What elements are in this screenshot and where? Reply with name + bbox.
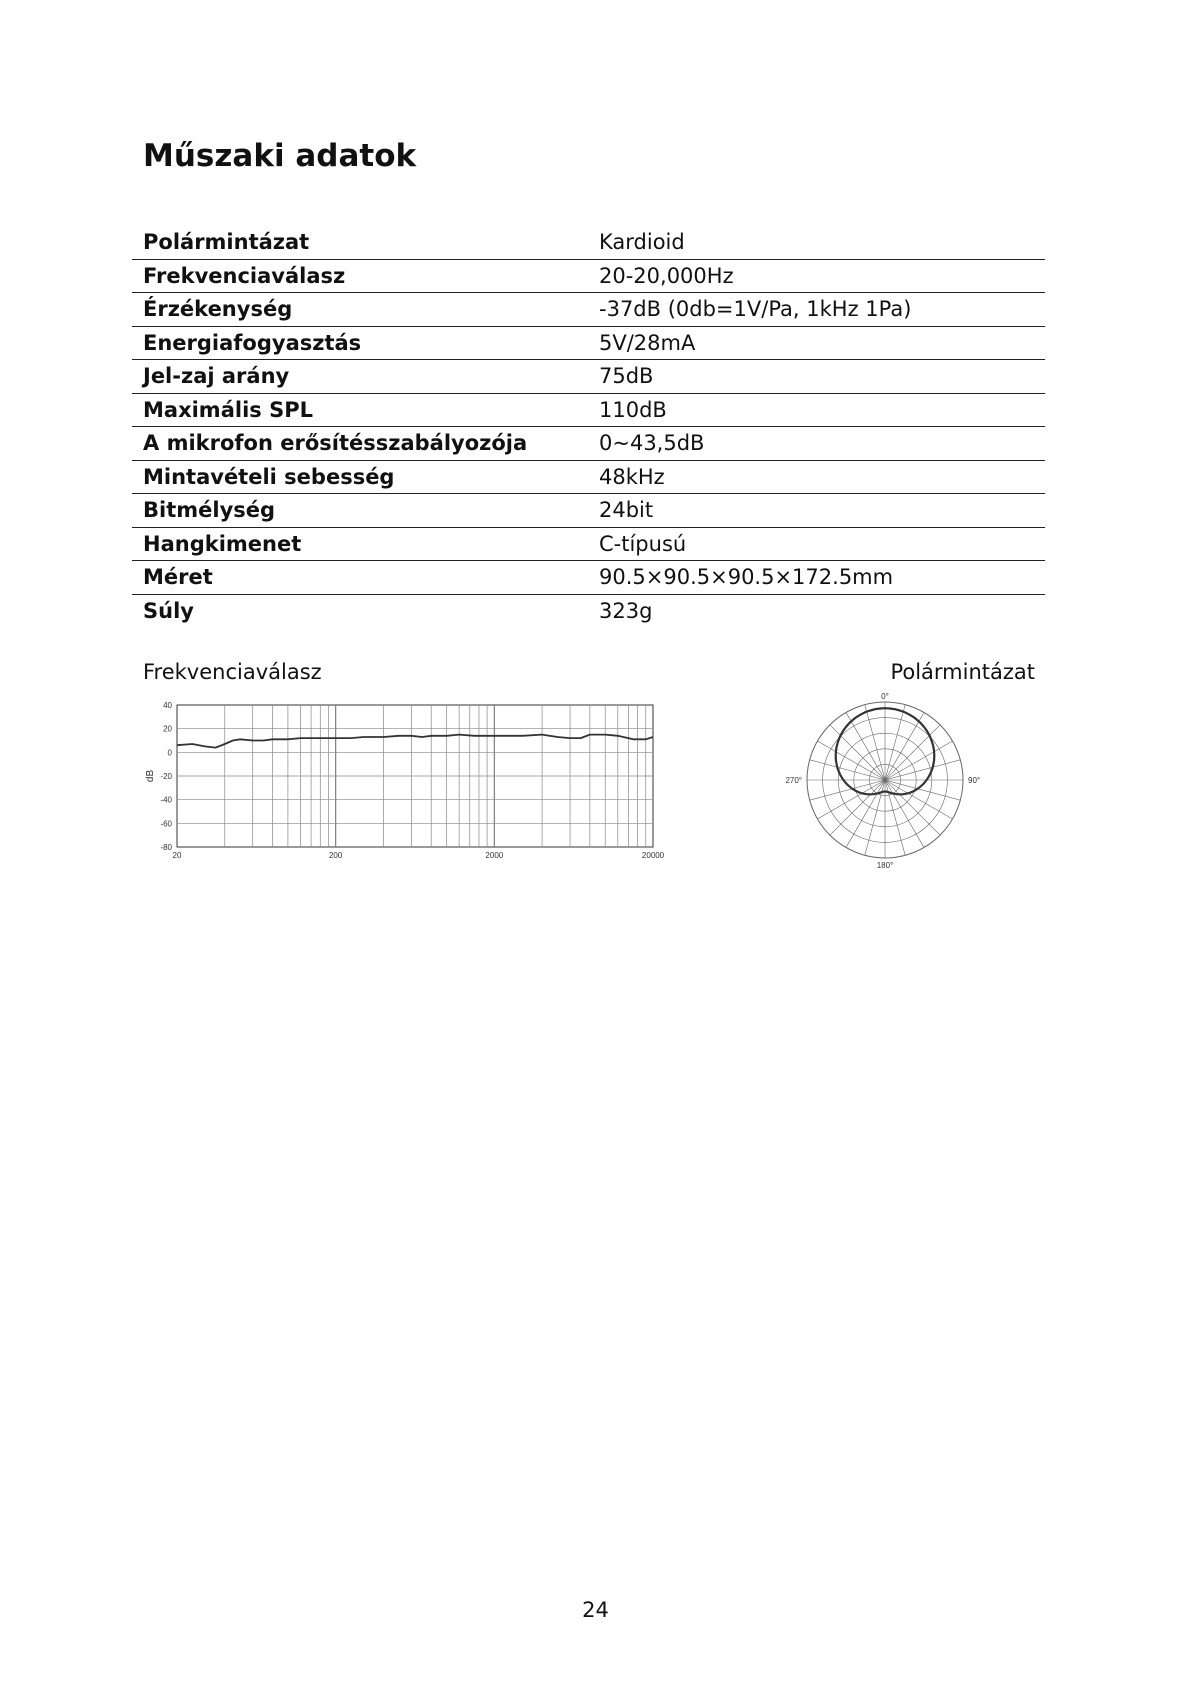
spec-label: Hangkimenet	[132, 527, 588, 561]
spec-label: Súly	[132, 594, 588, 627]
spec-row	[132, 561, 1045, 595]
y-tick-label: 20	[163, 724, 172, 734]
x-tick-label: 20000	[641, 851, 665, 860]
spec-row	[132, 594, 1045, 627]
polar-grid-spoke	[865, 705, 885, 780]
specs-table	[132, 226, 1045, 627]
spec-value: 20-20,000Hz	[588, 259, 1045, 293]
polar-grid-spoke	[885, 780, 924, 848]
spec-row	[132, 393, 1045, 427]
spec-label: Érzékenység	[132, 293, 588, 327]
polar-grid-spoke	[810, 760, 885, 780]
polar-angle-label: 270°	[785, 776, 802, 785]
x-tick-label: 2000	[485, 851, 504, 860]
spec-value: 24bit	[588, 494, 1045, 528]
y-tick-label: -20	[160, 772, 172, 781]
spec-label: Maximális SPL	[132, 393, 588, 427]
page-title: Műszaki adatok	[143, 138, 417, 174]
spec-row	[132, 427, 1045, 461]
polar-grid-spoke	[885, 705, 905, 780]
spec-value: 75dB	[588, 360, 1045, 394]
x-tick-label: 20	[172, 851, 182, 860]
spec-row	[132, 494, 1045, 528]
spec-label: Polármintázat	[143, 230, 310, 255]
polar-pattern-chart	[785, 690, 981, 870]
polar-grid-spoke	[817, 741, 885, 780]
polar-grid-spoke	[885, 780, 953, 819]
spec-value: C-típusú	[588, 527, 1045, 561]
polar-grid-spoke	[885, 780, 960, 800]
spec-value: 0~43,5dB	[588, 427, 1045, 461]
polar-grid-spoke	[885, 780, 940, 835]
y-tick-label: -60	[160, 819, 172, 829]
spec-label: Energiafogyasztás	[132, 326, 588, 360]
polar-grid-spoke	[885, 712, 924, 780]
page-number: 24	[582, 1598, 609, 1622]
spec-row	[132, 293, 1045, 327]
spec-row	[132, 460, 1045, 494]
spec-row	[132, 259, 1045, 293]
spec-value: -37dB (0db=1V/Pa, 1kHz 1Pa)	[588, 293, 1045, 327]
polar-angle-label: 0°	[881, 692, 889, 701]
spec-row	[132, 360, 1045, 394]
spec-label: Bitmélység	[132, 494, 588, 528]
polar-grid-spoke	[885, 760, 960, 780]
polar-grid-spoke	[817, 780, 885, 819]
polar-grid-spoke	[846, 780, 885, 848]
x-tick-label: 200	[328, 851, 343, 860]
polar-grid-spoke	[846, 712, 885, 780]
frequency-response-chart	[145, 700, 680, 860]
spec-label: Méret	[132, 561, 588, 595]
polar-angle-label: 90°	[968, 776, 981, 785]
spec-label: Jel-zaj arány	[132, 360, 588, 394]
polar-grid-spoke	[885, 741, 953, 780]
polar-angle-label: 180°	[876, 861, 894, 870]
spec-label: Mintavételi sebesség	[132, 460, 588, 494]
spec-value: 5V/28mA	[588, 326, 1045, 360]
y-tick-label: -40	[160, 795, 172, 805]
spec-value: 48kHz	[588, 460, 1045, 494]
spec-value: 90.5×90.5×90.5×172.5mm	[588, 561, 1045, 595]
polar-chart-caption: Polármintázat	[890, 660, 1035, 684]
spec-label: A mikrofon erősítésszabályozója	[132, 427, 588, 461]
spec-label: Frekvenciaválasz	[132, 259, 588, 293]
frequency-response-line	[177, 735, 653, 748]
y-tick-label: -80	[160, 843, 172, 852]
spec-value: Kardioid	[599, 230, 685, 255]
spec-row	[132, 326, 1045, 360]
y-tick-label: 0	[167, 748, 172, 758]
frequency-chart-caption: Frekvenciaválasz	[143, 660, 322, 684]
polar-grid-spoke	[830, 780, 885, 835]
y-axis-label: dB	[145, 769, 156, 783]
spec-value: 323g	[588, 594, 1045, 627]
spec-row	[132, 527, 1045, 561]
y-tick-label: 40	[163, 701, 172, 710]
polar-grid-spoke	[810, 780, 885, 800]
spec-row	[132, 226, 1045, 259]
spec-value: 110dB	[588, 393, 1045, 427]
